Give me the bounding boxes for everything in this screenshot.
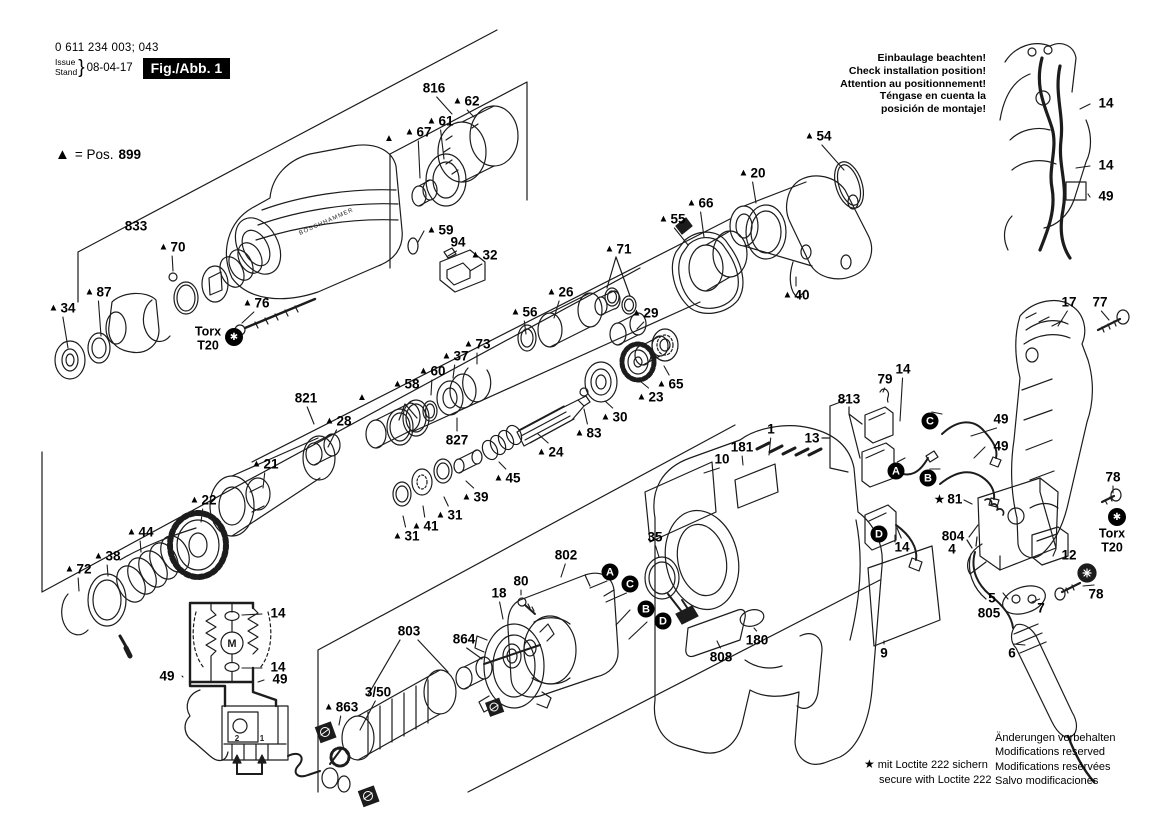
wiring-schematic-drawing: [185, 603, 320, 776]
triangle-icon: ▲: [656, 378, 667, 389]
leader-line: [500, 602, 503, 619]
leader-line: [1101, 311, 1109, 320]
part-label-37: [442, 349, 469, 363]
triangle-icon: ▲: [546, 286, 557, 297]
part-number-text: 6: [1008, 645, 1016, 661]
leader-line: [423, 506, 425, 517]
brush-switch-drawing: [862, 389, 1096, 782]
part-label-864: [453, 632, 476, 646]
part-label-14: [270, 606, 285, 620]
leader-line: [754, 628, 757, 631]
part-label-14: [895, 362, 910, 376]
part-number-text: 41: [423, 518, 439, 534]
triangle-icon: ▲: [126, 526, 137, 537]
leader-line: [900, 378, 903, 421]
part-label-26: [547, 285, 574, 299]
triangle-icon: ▲: [55, 146, 70, 163]
part-number-text: 12: [1061, 547, 1077, 563]
part-label-76: [243, 296, 270, 310]
part-number-text: 24: [548, 444, 564, 460]
part-label-827: [446, 433, 469, 447]
part-label-28: [325, 414, 352, 428]
part-label-833: [125, 219, 148, 233]
leader-line: [98, 301, 101, 336]
triangle-icon: ▲: [804, 130, 815, 141]
leader-line: [258, 680, 264, 682]
part-label-78: [1105, 470, 1120, 484]
leader-line: [418, 141, 420, 178]
triangle-icon: ▲: [604, 243, 615, 254]
part-label-38: [94, 549, 121, 563]
part-label-45: [494, 471, 521, 485]
triangle-icon: ▲: [189, 494, 200, 505]
part-number-text: 81: [947, 491, 963, 507]
part-label-23: [637, 390, 664, 404]
part-label-67: [405, 125, 432, 139]
part-number-text: 79: [877, 371, 893, 387]
leader-line: [466, 481, 474, 488]
part-label-35: [647, 530, 662, 544]
torx-callout-label: Torx T20: [194, 324, 222, 352]
part-number-text: 59: [438, 222, 454, 238]
leader-line: [742, 456, 743, 465]
part-number-text: 808: [709, 649, 733, 665]
part-number-text: 14: [270, 605, 286, 621]
triangle-icon: ▲: [84, 286, 95, 297]
leader-line: [664, 366, 669, 375]
part-label-62: [453, 94, 480, 108]
triangle-icon: ▲: [242, 297, 253, 308]
part-number-text: 14: [1098, 157, 1114, 173]
leader-line: [339, 716, 341, 725]
triangle-icon: ▲: [418, 365, 429, 376]
part-label-49: [272, 672, 287, 686]
triangle-icon: ▲: [636, 391, 647, 402]
part-number-text: 78: [1105, 469, 1121, 485]
part-number-text: 31: [447, 507, 463, 523]
part-number-text: 26: [558, 284, 574, 300]
leader-line: [584, 409, 587, 424]
leader-line: [437, 97, 452, 114]
triangle-icon: ▲: [441, 350, 452, 361]
part-number-text: 813: [837, 391, 861, 407]
part-label-31: [393, 529, 420, 543]
part-number-text: 39: [473, 489, 489, 505]
leader-line: [640, 381, 649, 388]
part-label-18: [491, 586, 506, 600]
part-number-text: 29: [643, 305, 659, 321]
brace-glyph: }: [78, 57, 85, 78]
part-number-text: 23: [648, 389, 664, 405]
leader-line: [172, 256, 173, 271]
installation-note: Einbaulage beachten! Check installation position! Attention au positionnement! Téngase en cuenta la posición de montaje!: [840, 52, 986, 116]
part-label-6: [1008, 646, 1016, 660]
part-label-56: [511, 305, 538, 319]
part-number-text: 14: [1098, 95, 1114, 111]
part-label-58: [393, 377, 420, 391]
part-label-83: [575, 426, 602, 440]
leader-line: [822, 145, 844, 170]
part-label-13: [804, 431, 819, 445]
triangle-icon: ▲: [470, 249, 481, 260]
part-label-54: [805, 129, 832, 143]
part-number-text: 20: [750, 165, 766, 181]
leader-line: [590, 581, 607, 588]
leader-line: [704, 468, 719, 473]
part-label-813: [838, 392, 861, 406]
part-label-1: [767, 422, 775, 436]
part-label-30: [601, 410, 628, 424]
part-number-text: 32: [482, 247, 498, 263]
triangle-icon: ▲: [324, 415, 335, 426]
section-letter-C: C: [922, 413, 939, 430]
part-label-9: [880, 646, 888, 660]
spindle-drawing: [62, 436, 335, 656]
part-number-text: 864: [452, 631, 476, 647]
leader-line: [561, 564, 565, 577]
triangle-icon: ▲: [404, 126, 415, 137]
part-number-text: 49: [1098, 188, 1114, 204]
part-number-text: 61: [438, 113, 454, 129]
part-number-text: 816: [422, 80, 446, 96]
part-label-66: [687, 196, 714, 210]
leader-line: [78, 578, 79, 591]
part-label-17: [1061, 295, 1076, 309]
figure-label: Fig./Abb. 1: [143, 58, 231, 79]
part-number-text: 72: [76, 561, 92, 577]
part-number-text: 827: [445, 432, 469, 448]
part-number-text: 30: [612, 409, 628, 425]
part-label-59: [427, 223, 454, 237]
triangle-icon: ▲: [631, 307, 642, 318]
leader-line: [444, 497, 448, 506]
section-letter-B: B: [638, 601, 655, 618]
triangle-icon: ▲: [426, 115, 437, 126]
part-number-text: 833: [124, 218, 148, 234]
triangle-icon: ▲: [452, 95, 463, 106]
star-icon: ★: [864, 757, 875, 771]
leader-line: [242, 312, 254, 323]
triangle-icon: ▲: [357, 392, 367, 403]
part-label-55: [659, 212, 686, 226]
part-label-87: [85, 285, 112, 299]
installation-inset-drawing: [1000, 44, 1091, 258]
switch-terminal-2: 2: [234, 734, 240, 743]
motor-symbol-label: M: [227, 638, 237, 650]
leader-line: [1088, 194, 1090, 197]
pos-899-legend: ▲ = Pos. 899: [55, 146, 142, 163]
triangle-icon: ▲: [392, 378, 403, 389]
part-number-text: 60: [430, 363, 446, 379]
leader-line: [1076, 166, 1090, 168]
leader-line: [969, 525, 978, 537]
leader-line: [656, 546, 659, 557]
part-number-text: 66: [698, 195, 714, 211]
part-number-text: 70: [170, 239, 186, 255]
part-number-text: 45: [505, 470, 521, 486]
triangle-icon: ▲: [536, 446, 547, 457]
triangle-icon: ▲: [574, 427, 585, 438]
leader-line: [616, 610, 630, 625]
part-number-text: 80: [513, 573, 529, 589]
part-number-text: 28: [336, 413, 352, 429]
armature-drawing: [315, 640, 540, 807]
part-label-4: [948, 542, 956, 556]
part-label-805: [978, 606, 1001, 620]
switch-terminal-1: 1: [259, 734, 265, 743]
leader-line: [418, 231, 424, 242]
part-label-821: [295, 391, 318, 405]
modifications-note: Änderungen vorbehalten Modifications reserved Modifications resérvées Salvo modificaciones: [995, 732, 1116, 787]
torx-icon: ✱: [225, 328, 243, 346]
leader-line: [453, 365, 455, 378]
part-number-text: 65: [668, 376, 684, 392]
triangle-icon: ▲: [510, 306, 521, 317]
part-number-text: 73: [475, 336, 491, 352]
part-number-text: 78: [1088, 586, 1104, 602]
part-label-20: [739, 166, 766, 180]
torx-callout-label: Torx T20: [1098, 526, 1126, 554]
issue-date: 08-04-17: [86, 62, 133, 74]
part-label-31: [436, 508, 463, 522]
hammer-tube-drawing: [518, 158, 872, 365]
part-number-text: 58: [404, 376, 420, 392]
part-number-text: 71: [616, 241, 632, 257]
part-number-text: 40: [794, 287, 810, 303]
leader-line: [897, 458, 905, 462]
section-letter-A: A: [888, 463, 905, 480]
part-label-32: [471, 248, 498, 262]
part-label-7: [1037, 601, 1045, 615]
part-label-14: [894, 540, 909, 554]
part-label-24: [537, 445, 564, 459]
part-label-816: [423, 81, 446, 95]
part-label-3/50: [365, 685, 391, 699]
part-label-71: [605, 242, 632, 256]
part-number-text: 10: [714, 451, 730, 467]
part-number-text: 21: [263, 456, 279, 472]
leader-line: [1058, 311, 1067, 326]
leader-line: [140, 541, 141, 552]
section-letter-C: C: [622, 576, 639, 593]
leader-line: [974, 447, 985, 458]
part-label-21: [252, 457, 279, 471]
part-label-70: [159, 240, 186, 254]
part-number-text: 180: [745, 632, 769, 648]
part-label-49: [993, 412, 1008, 426]
part-label-94: [450, 235, 465, 249]
part-number-text: 55: [670, 211, 686, 227]
triangle-icon: ▲: [461, 491, 472, 502]
part-number-text: 67: [416, 124, 432, 140]
part-number-text: 83: [586, 425, 602, 441]
loctite-note: ★ mit Loctite 222 sichern secure with Loctite 222: [864, 757, 992, 786]
section-letter-D: D: [871, 526, 888, 543]
part-label-863: [324, 700, 358, 714]
triangle-icon: ▲: [738, 167, 749, 178]
part-number-text: 34: [60, 300, 76, 316]
part-number-text: 62: [464, 93, 480, 109]
part-label-49: [993, 439, 1008, 453]
part-number-text: 54: [816, 128, 832, 144]
triangle-icon: ▲: [323, 701, 334, 712]
part-label-803: [398, 624, 421, 638]
part-number-text: 3/50: [364, 684, 392, 700]
leader-line: [1053, 549, 1056, 556]
part-label-40: [783, 288, 810, 302]
triangle-icon: ▲: [782, 289, 793, 300]
leader-line: [431, 380, 432, 395]
part-label-34: [49, 301, 76, 315]
leader-line: [499, 462, 506, 469]
leader-line: [403, 516, 406, 527]
part-number-text: 94: [450, 234, 466, 250]
triangle-icon: ▲: [426, 224, 437, 235]
triangle-icon: ▲: [64, 563, 75, 574]
part-number-text: 37: [453, 348, 469, 364]
part-number-text: 49: [993, 438, 1009, 454]
part-number-text: 802: [554, 547, 578, 563]
part-number-text: 863: [335, 699, 359, 715]
leader-line: [182, 676, 183, 677]
part-label-181: [731, 440, 754, 454]
part-label-22: [190, 493, 217, 507]
triangle-icon: ▲: [48, 302, 59, 313]
leader-line: [605, 401, 613, 408]
section-letter-A: A: [602, 564, 619, 581]
part-number-text: 18: [491, 585, 507, 601]
part-label-12: [1061, 548, 1076, 562]
part-number-text: 821: [294, 390, 318, 406]
leader-line: [629, 622, 647, 639]
part-number-text: 181: [730, 439, 754, 455]
part-number-text: 35: [647, 529, 663, 545]
part-number-text: 1: [767, 421, 775, 437]
triangle-icon: ▲: [658, 213, 669, 224]
part-number-text: 4: [948, 541, 956, 557]
part-label-80: [513, 574, 528, 588]
leader-line: [753, 182, 756, 203]
part-label-180: [746, 633, 769, 647]
part-number-text: 14: [894, 539, 910, 555]
triangle-icon: ▲: [158, 241, 169, 252]
part-number-text: 14: [895, 361, 911, 377]
boot-833-drawing: [55, 239, 315, 379]
part-number-text: 804: [941, 528, 965, 544]
housing-brand-text: BOSCHHAMMER: [298, 207, 355, 237]
part-label-39: [462, 490, 489, 504]
part-number-text: 7: [1037, 600, 1045, 616]
title-block: [55, 42, 230, 79]
part-number-text: 803: [397, 623, 421, 639]
part-label-79: [877, 372, 892, 386]
part-number-text: 13: [804, 430, 820, 446]
part-number-text: 38: [105, 548, 121, 564]
part-label-marker: [384, 134, 394, 144]
section-letter-D: D: [655, 613, 672, 630]
triangle-icon: ▲: [600, 411, 611, 422]
part-label-802: [555, 548, 578, 562]
triangle-icon: ▲: [392, 530, 403, 541]
part-label-77: [1092, 295, 1107, 309]
triangle-icon: ▲: [93, 550, 104, 561]
part-number-text: 87: [96, 284, 112, 300]
part-label-60: [419, 364, 446, 378]
part-number-text: 49: [272, 671, 288, 687]
part-number-text: 56: [522, 304, 538, 320]
part-number: 0 611 234 003; 043: [55, 42, 159, 54]
part-number-text: 44: [138, 524, 154, 540]
triangle-icon: ▲: [411, 520, 422, 531]
part-label-marker: [357, 393, 367, 403]
triangle-icon: ▲: [384, 133, 394, 144]
leader-line: [1080, 104, 1090, 109]
part-label-78: [1088, 587, 1103, 601]
part-number-text: 49: [993, 411, 1009, 427]
leader-line: [307, 407, 314, 424]
triangle-icon: ▲: [435, 509, 446, 520]
part-label-10: [714, 452, 729, 466]
section-letter-B: B: [920, 470, 937, 487]
triangle-icon: ▲: [493, 472, 504, 483]
star-icon: ★: [933, 491, 946, 507]
part-label-14: [1098, 96, 1113, 110]
torx-icon: ✱: [1108, 508, 1126, 526]
leader-line: [470, 264, 482, 271]
part-label-5: [988, 591, 996, 605]
part-number-text: 49: [159, 668, 175, 684]
part-number-text: 22: [201, 492, 217, 508]
part-label-72: [65, 562, 92, 576]
part-label-44: [127, 525, 154, 539]
leader-line: [964, 500, 972, 504]
part-number-text: 31: [404, 528, 420, 544]
leader-line: [242, 614, 262, 615]
triangle-icon: ▲: [463, 338, 474, 349]
part-number-text: 77: [1092, 294, 1108, 310]
part-number-text: 14: [270, 659, 286, 675]
part-number-text: 76: [254, 295, 270, 311]
triangle-icon: ▲: [251, 458, 262, 469]
part-number-text: 5: [988, 590, 996, 606]
part-number-text: 805: [977, 605, 1001, 621]
part-label-49: [1098, 189, 1113, 203]
part-label-14: [1098, 158, 1113, 172]
part-label-81: [934, 492, 963, 506]
part-number-text: 17: [1061, 294, 1077, 310]
part-label-29: [632, 306, 659, 320]
part-label-808: [710, 650, 733, 664]
issue-stand-label: Issue Stand: [55, 57, 78, 77]
triangle-icon: ▲: [686, 197, 697, 208]
part-number-text: 9: [880, 645, 888, 661]
part-label-49: [159, 669, 174, 683]
leader-line: [606, 593, 626, 602]
